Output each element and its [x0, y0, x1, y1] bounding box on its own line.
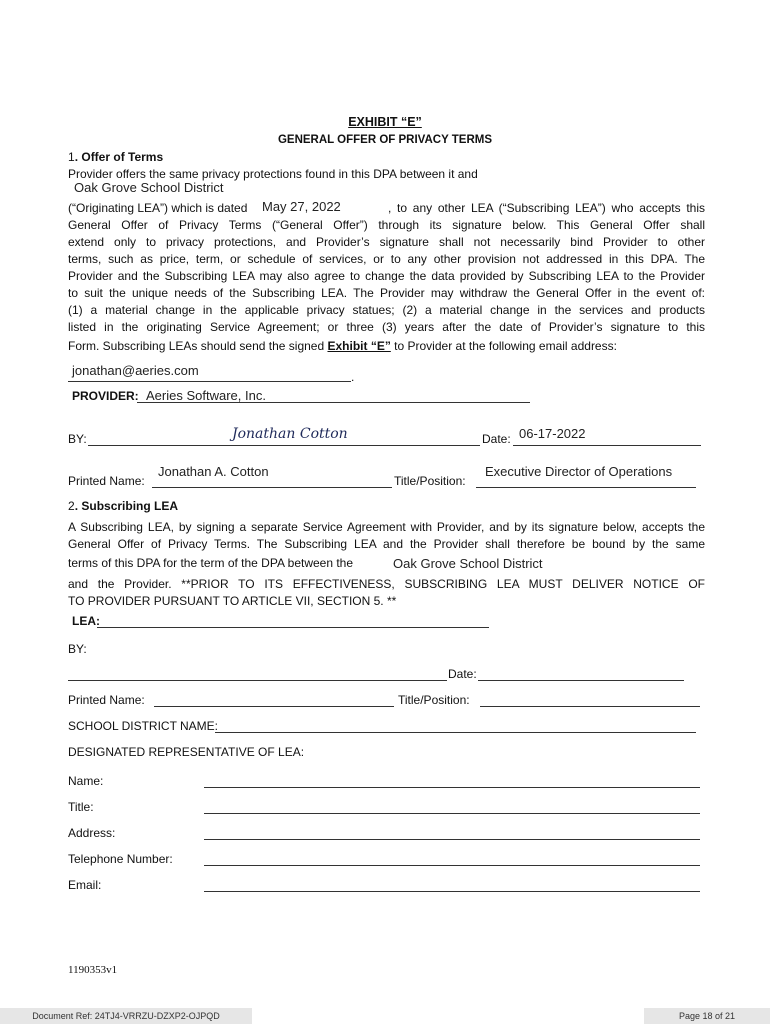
rep-name-line[interactable] — [204, 787, 700, 788]
paragraph-line: terms, such as price, term, or schedule of services, or to any other provision not addressed in this DPA. The — [68, 252, 705, 266]
rep-address-label: Address: — [68, 826, 116, 840]
lea-signature-line[interactable] — [68, 680, 447, 681]
school-district-line[interactable] — [215, 732, 696, 733]
rep-name-label: Name: — [68, 774, 104, 788]
terms-line: terms of this DPA for the term of the DPA between the — [68, 556, 354, 570]
rep-address-line[interactable] — [204, 839, 700, 840]
offer-paragraph — [68, 217, 705, 336]
lea-printed-name-line[interactable] — [154, 706, 394, 707]
provider-name-value[interactable]: Aeries Software, Inc. — [146, 388, 266, 403]
lea-by-label: BY: — [68, 642, 87, 656]
paragraph-line: and the Provider. **PRIOR TO ITS EFFECTIVENESS, SUBSCRIBING LEA MUST DELIVER NOTICE OF — [68, 577, 705, 591]
rep-email-line[interactable] — [204, 891, 700, 892]
printed-name-label: Printed Name: — [68, 474, 145, 488]
email-period: . — [351, 370, 355, 384]
email-line — [68, 381, 351, 382]
provider-email-value[interactable]: jonathan@aeries.com — [72, 363, 199, 378]
section2-number: 2 — [68, 499, 75, 513]
by-label: BY: — [68, 432, 87, 446]
document-ref: Document Ref: 24TJ4-VRRZU-DZXP2-OJPQD — [0, 1008, 252, 1024]
date-label: Date: — [482, 432, 511, 446]
rep-title-line[interactable] — [204, 813, 700, 814]
title-label: Title/Position: — [394, 474, 466, 488]
page-number: Page 18 of 21 — [644, 1008, 770, 1024]
lea-label: LEA: — [72, 614, 100, 628]
originating-lea-value[interactable]: Oak Grove School District — [74, 180, 224, 195]
paragraph-line: (1) a material change in the applicable privacy statues; (2) a material change in the services and products — [68, 303, 705, 317]
lea-line[interactable] — [97, 627, 489, 628]
section1-number: 1 — [68, 150, 75, 164]
email-instruction — [68, 338, 617, 355]
school-district-label: SCHOOL DISTRICT NAME: — [68, 719, 219, 733]
title-line — [476, 487, 696, 488]
lea-date-line[interactable] — [478, 680, 684, 681]
printed-name-value[interactable]: Jonathan A. Cotton — [158, 464, 269, 479]
date-line — [513, 445, 701, 446]
section2-heading — [68, 498, 178, 515]
section1-intro: Provider offers the same privacy protections found in this DPA between it and — [68, 167, 478, 181]
paragraph-line: Provider and the Subscribing LEA may also agree to change the data provided by Subscribing LEA to the Provider — [68, 269, 705, 283]
section2-title: . Subscribing LEA — [74, 499, 179, 513]
lea-printed-name-label: Printed Name: — [68, 693, 145, 707]
subscribing-district-value[interactable]: Oak Grove School District — [393, 556, 543, 571]
paragraph-line: listed in the originating Service Agreement; or three (3) years after the date of Provider’s signature to this — [68, 320, 705, 334]
rep-telephone-label: Telephone Number: — [68, 852, 173, 866]
paragraph-line: General Offer of Privacy Terms (“General Offer”) through its signature below. This General Offer shall — [68, 218, 705, 232]
exhibit-title: EXHIBIT “E” — [348, 115, 422, 129]
section1-title: . Offer of Terms — [74, 150, 164, 164]
dated-suffix: , to any other LEA (“Subscribing LEA”) who accepts this — [388, 201, 705, 215]
title-value[interactable]: Executive Director of Operations — [485, 464, 673, 479]
lea-date-label: Date: — [448, 667, 477, 681]
exhibit-ref: Exhibit “E” — [327, 339, 391, 353]
paragraph-line: A Subscribing LEA, by signing a separate Service Agreement with Provider, and by its signature below, accepts the — [68, 520, 705, 534]
rep-email-label: Email: — [68, 878, 102, 892]
provider-line — [137, 402, 530, 403]
notice-last-line: TO PROVIDER PURSUANT TO ARTICLE VII, SECTION 5. ** — [68, 594, 397, 608]
designated-rep-label: DESIGNATED REPRESENTATIVE OF LEA: — [68, 745, 305, 759]
paragraph-line: General Offer of Privacy Terms. The Subscribing LEA and the Provider shall therefore be bound by the same — [68, 537, 705, 551]
signature-line — [88, 445, 480, 446]
exhibit-subtitle: GENERAL OFFER OF PRIVACY TERMS — [277, 134, 493, 146]
lea-title-line[interactable] — [480, 706, 700, 707]
doc-version: 1190353v1 — [68, 964, 118, 976]
paragraph-line: to suit the unique needs of the Subscribing LEA. The Provider may withdraw the General Offer in the event of: — [68, 286, 705, 300]
instruction-text-end: to Provider at the following email address: — [390, 339, 617, 353]
rep-title-label: Title: — [68, 800, 94, 814]
sign-date-value[interactable]: 06-17-2022 — [519, 426, 586, 441]
dated-value[interactable]: May 27, 2022 — [262, 199, 341, 214]
dated-prefix: (“Originating LEA”) which is dated — [68, 201, 248, 215]
instruction-text: Form. Subscribing LEAs should send the signed — [68, 339, 328, 353]
rep-telephone-line[interactable] — [204, 865, 700, 866]
section1-heading — [68, 149, 163, 166]
provider-signature[interactable]: Jonathan Cotton — [232, 426, 348, 442]
subscribing-paragraph — [68, 519, 705, 553]
printed-name-line — [152, 487, 392, 488]
lea-title-label: Title/Position: — [398, 693, 470, 707]
provider-label: PROVIDER: — [72, 389, 139, 403]
notice-paragraph — [68, 576, 705, 593]
paragraph-line: extend only to privacy protections, and Provider’s signature shall not necessarily bind Provider to other — [68, 235, 705, 249]
